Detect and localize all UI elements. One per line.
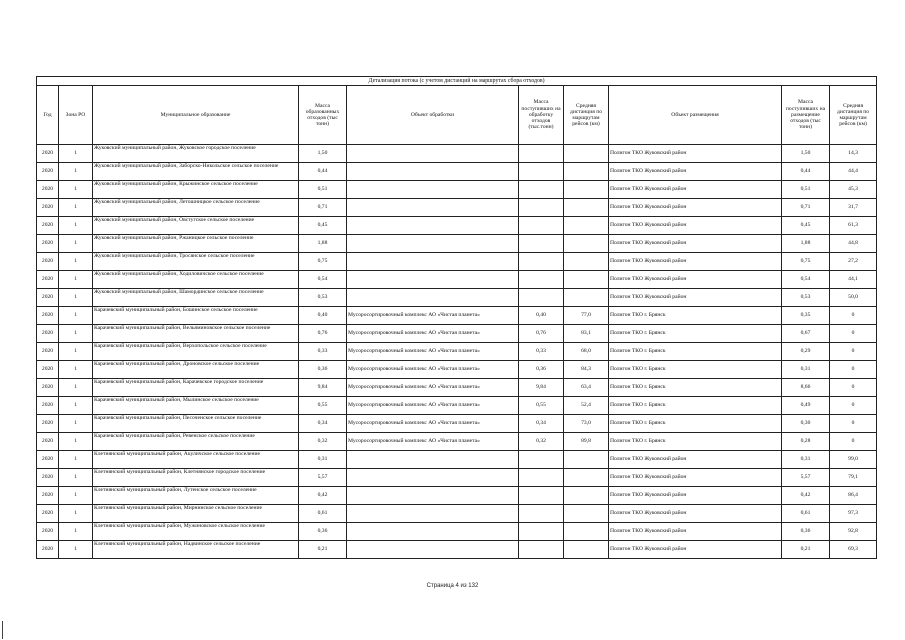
cell-year: 2020 [37, 289, 59, 307]
cell-municipality: Жуковский муниципальный район, Заборско-Никольское сельское поселение [93, 163, 299, 181]
cell-distance-processing: 68,0 [564, 343, 609, 361]
cell-distance-processing [564, 163, 609, 181]
cell-year: 2020 [37, 505, 59, 523]
cell-distance-processing [564, 145, 609, 163]
cell-mass-generated: 0,33 [299, 343, 347, 361]
cell-mass-processing: 0,40 [519, 307, 564, 325]
cell-municipality: Клетнянский муниципальный район, Акуличское сельское поселение [93, 451, 299, 469]
cell-distance-placement: 92,8 [830, 523, 877, 541]
cell-processing-object [347, 271, 519, 289]
cell-municipality: Жуковский муниципальный район, Тросянское сельское поселение [93, 253, 299, 271]
cell-placement-object: Полигон ТКО г. Брянск [609, 415, 782, 433]
cell-distance-placement: 97,3 [830, 505, 877, 523]
cell-municipality: Жуковский муниципальный район, Овстугское сельское поселение [93, 217, 299, 235]
cell-placement-object: Полигон ТКО Жуковский район [609, 253, 782, 271]
cell-placement-object: Полигон ТКО Жуковский район [609, 541, 782, 559]
cell-mass-processing [519, 181, 564, 199]
cell-distance-placement: 0 [830, 397, 877, 415]
cell-mass-placement: 0,71 [782, 199, 830, 217]
cell-zone: 1 [59, 343, 93, 361]
cell-year: 2020 [37, 433, 59, 451]
cell-municipality: Карачевский муниципальный район, Дроновское сельское поселение [93, 361, 299, 379]
cell-zone: 1 [59, 163, 93, 181]
cell-zone: 1 [59, 523, 93, 541]
cell-mass-generated: 0,54 [299, 271, 347, 289]
cell-mass-placement: 0,21 [782, 541, 830, 559]
cell-year: 2020 [37, 181, 59, 199]
header-municipality: Муниципальное образование [93, 86, 299, 145]
cell-year: 2020 [37, 541, 59, 559]
cell-mass-generated: 0,71 [299, 199, 347, 217]
cell-mass-placement: 0,31 [782, 451, 830, 469]
cell-mass-generated: 0,44 [299, 163, 347, 181]
cell-mass-generated: 1,88 [299, 235, 347, 253]
cell-zone: 1 [59, 451, 93, 469]
cell-mass-processing [519, 253, 564, 271]
table-row [37, 181, 877, 199]
cell-placement-object: Полигон ТКО г. Брянск [609, 343, 782, 361]
table-row [37, 379, 877, 397]
cell-placement-object: Полигон ТКО Жуковский район [609, 271, 782, 289]
cell-processing-object: Мусоросортировочный комплекс АО «Чистая планета» [347, 361, 519, 379]
cell-zone: 1 [59, 271, 93, 289]
header-avg-distance-processing: Средняя дистанция по маршрутам рейсов (км) [564, 86, 609, 145]
cell-processing-object: Мусоросортировочный комплекс АО «Чистая планета» [347, 415, 519, 433]
cell-municipality: Клетнянский муниципальный район, Мужиновское сельское поселение [93, 523, 299, 541]
cell-mass-generated: 0,21 [299, 541, 347, 559]
cell-distance-processing [564, 235, 609, 253]
cell-mass-generated: 0,51 [299, 181, 347, 199]
header-zone: Зона РО [59, 86, 93, 145]
cell-placement-object: Полигон ТКО г. Брянск [609, 433, 782, 451]
cell-processing-object [347, 163, 519, 181]
cell-year: 2020 [37, 415, 59, 433]
cell-distance-placement: 69,3 [830, 541, 877, 559]
cell-mass-generated: 9,84 [299, 379, 347, 397]
table-row [37, 523, 877, 541]
table-row [37, 541, 877, 559]
cell-processing-object [347, 253, 519, 271]
cell-mass-placement: 0,75 [782, 253, 830, 271]
cell-distance-placement: 86,4 [830, 487, 877, 505]
cell-mass-placement: 0,42 [782, 487, 830, 505]
cell-mass-processing [519, 199, 564, 217]
table-row [37, 361, 877, 379]
cell-distance-placement: 27,2 [830, 253, 877, 271]
cell-zone: 1 [59, 469, 93, 487]
flow-detail-table [36, 76, 877, 559]
cell-zone: 1 [59, 415, 93, 433]
cell-processing-object: Мусоросортировочный комплекс АО «Чистая планета» [347, 433, 519, 451]
cell-mass-placement: 0,30 [782, 415, 830, 433]
cell-mass-processing [519, 451, 564, 469]
cell-distance-processing [564, 199, 609, 217]
cell-processing-object [347, 451, 519, 469]
cell-year: 2020 [37, 325, 59, 343]
table-row [37, 397, 877, 415]
cell-distance-placement: 61,3 [830, 217, 877, 235]
cell-processing-object: Мусоросортировочный комплекс АО «Чистая планета» [347, 397, 519, 415]
cell-municipality: Жуковский муниципальный район, Крыжинское сельское поселение [93, 181, 299, 199]
table-row [37, 145, 877, 163]
cell-processing-object: Мусоросортировочный комплекс АО «Чистая планета» [347, 343, 519, 361]
table-row [37, 199, 877, 217]
cell-year: 2020 [37, 523, 59, 541]
cell-zone: 1 [59, 433, 93, 451]
cell-year: 2020 [37, 253, 59, 271]
cell-mass-placement: 1,88 [782, 235, 830, 253]
cell-placement-object: Полигон ТКО г. Брянск [609, 325, 782, 343]
cell-distance-processing: 89,8 [564, 433, 609, 451]
header-processing-object: Объект обработки [347, 86, 519, 145]
cell-distance-processing: 84,3 [564, 361, 609, 379]
cell-mass-placement: 0,51 [782, 181, 830, 199]
cell-processing-object [347, 523, 519, 541]
table-row [37, 253, 877, 271]
cell-zone: 1 [59, 199, 93, 217]
cell-zone: 1 [59, 397, 93, 415]
cell-municipality: Карачевский муниципальный район, Мылинское сельское поселение [93, 397, 299, 415]
cell-mass-generated: 0,34 [299, 415, 347, 433]
cell-placement-object: Полигон ТКО Жуковский район [609, 523, 782, 541]
table-title: Детализация потока (с учетом дистанций на маршрутах сбора отходов) [37, 77, 877, 86]
cell-placement-object: Полигон ТКО Жуковский район [609, 217, 782, 235]
cell-placement-object: Полигон ТКО г. Брянск [609, 307, 782, 325]
cell-distance-processing [564, 271, 609, 289]
cell-distance-processing: 73,0 [564, 415, 609, 433]
cell-placement-object: Полигон ТКО г. Брянск [609, 361, 782, 379]
table-row [37, 469, 877, 487]
cell-zone: 1 [59, 253, 93, 271]
cell-year: 2020 [37, 217, 59, 235]
cell-year: 2020 [37, 163, 59, 181]
cell-distance-placement: 44,4 [830, 163, 877, 181]
cell-mass-processing [519, 541, 564, 559]
cell-placement-object: Полигон ТКО г. Брянск [609, 379, 782, 397]
cell-distance-placement: 79,1 [830, 469, 877, 487]
table-row [37, 217, 877, 235]
cell-distance-processing [564, 523, 609, 541]
cell-zone: 1 [59, 361, 93, 379]
cell-mass-generated: 0,53 [299, 289, 347, 307]
cell-distance-placement: 0 [830, 361, 877, 379]
cell-mass-placement: 0,54 [782, 271, 830, 289]
cell-placement-object: Полигон ТКО Жуковский район [609, 181, 782, 199]
cell-processing-object: Мусоросортировочный комплекс АО «Чистая планета» [347, 325, 519, 343]
cell-municipality: Жуковский муниципальный район, Шамординское сельское поселение [93, 289, 299, 307]
cell-zone: 1 [59, 505, 93, 523]
cell-year: 2020 [37, 235, 59, 253]
cell-mass-processing [519, 289, 564, 307]
table-row [37, 325, 877, 343]
header-mass-placement: Масса поступивших на размещение отходов (тыс тонн) [782, 86, 830, 145]
cell-mass-placement: 0,35 [782, 307, 830, 325]
cell-mass-placement: 0,61 [782, 505, 830, 523]
cell-municipality: Клетнянский муниципальный район, Лутенское сельское поселение [93, 487, 299, 505]
cell-processing-object: Мусоросортировочный комплекс АО «Чистая планета» [347, 379, 519, 397]
cell-mass-placement: 0,28 [782, 433, 830, 451]
cell-zone: 1 [59, 307, 93, 325]
cell-mass-generated: 0,32 [299, 433, 347, 451]
cell-municipality: Клетнянский муниципальный район, Клетнянское городское поселение [93, 469, 299, 487]
cell-mass-processing [519, 271, 564, 289]
cell-mass-processing: 0,34 [519, 415, 564, 433]
table-row [37, 289, 877, 307]
cell-mass-placement: 0,29 [782, 343, 830, 361]
cell-zone: 1 [59, 379, 93, 397]
cell-mass-processing [519, 217, 564, 235]
cell-distance-placement: 0 [830, 415, 877, 433]
cell-placement-object: Полигон ТКО Жуковский район [609, 487, 782, 505]
cell-zone: 1 [59, 217, 93, 235]
table-row [37, 433, 877, 451]
cell-processing-object [347, 145, 519, 163]
cell-mass-processing: 0,36 [519, 361, 564, 379]
cell-municipality: Карачевский муниципальный район, Песоченское сельское поселение [93, 415, 299, 433]
cell-placement-object: Полигон ТКО Жуковский район [609, 199, 782, 217]
cell-year: 2020 [37, 343, 59, 361]
cell-zone: 1 [59, 289, 93, 307]
cell-year: 2020 [37, 487, 59, 505]
cell-mass-placement: 8,66 [782, 379, 830, 397]
cell-municipality: Жуковский муниципальный район, Ржаницкое сельское поселение [93, 235, 299, 253]
cell-mass-generated: 0,36 [299, 361, 347, 379]
cell-distance-processing [564, 541, 609, 559]
cell-placement-object: Полигон ТКО Жуковский район [609, 451, 782, 469]
header-mass-generated: Масса образованных отходов (тыс тонн) [299, 86, 347, 145]
cell-distance-placement: 44,1 [830, 271, 877, 289]
cell-mass-generated: 0,55 [299, 397, 347, 415]
cell-mass-placement: 0,49 [782, 397, 830, 415]
cell-distance-processing [564, 181, 609, 199]
cell-year: 2020 [37, 379, 59, 397]
cell-distance-placement: 0 [830, 379, 877, 397]
cell-year: 2020 [37, 469, 59, 487]
cell-distance-placement: 0 [830, 307, 877, 325]
cell-mass-generated: 5,57 [299, 469, 347, 487]
header-avg-distance-placement: Средняя дистанция по маршрутам рейсов (км) [830, 86, 877, 145]
cell-mass-placement: 0,44 [782, 163, 830, 181]
cell-zone: 1 [59, 487, 93, 505]
cell-distance-processing [564, 289, 609, 307]
cell-mass-processing [519, 505, 564, 523]
page-number: Страница 4 из 132 [426, 583, 479, 589]
cell-mass-processing: 9,84 [519, 379, 564, 397]
cell-distance-placement: 31,7 [830, 199, 877, 217]
cell-distance-processing: 77,0 [564, 307, 609, 325]
cell-mass-generated: 0,40 [299, 307, 347, 325]
cell-mass-processing [519, 487, 564, 505]
cell-placement-object: Полигон ТКО Жуковский район [609, 289, 782, 307]
cell-processing-object: Мусоросортировочный комплекс АО «Чистая планета» [347, 307, 519, 325]
cell-processing-object [347, 217, 519, 235]
cell-distance-processing [564, 451, 609, 469]
cell-year: 2020 [37, 199, 59, 217]
cell-mass-generated: 0,76 [299, 325, 347, 343]
cell-municipality: Жуковский муниципальный район, Жуковское городское поселение [93, 145, 299, 163]
cell-mass-placement: 0,36 [782, 523, 830, 541]
cell-distance-processing [564, 487, 609, 505]
cell-distance-processing: 63,4 [564, 379, 609, 397]
table-row [37, 307, 877, 325]
header-mass-processing: Масса поступивших на обработку отходов (тыс.тонн) [519, 86, 564, 145]
cell-distance-placement: 0 [830, 343, 877, 361]
cell-zone: 1 [59, 325, 93, 343]
cell-mass-placement: 0,31 [782, 361, 830, 379]
cell-placement-object: Полигон ТКО Жуковский район [609, 163, 782, 181]
table-row [37, 235, 877, 253]
cell-mass-placement: 0,53 [782, 289, 830, 307]
cell-distance-placement: 0 [830, 433, 877, 451]
cell-distance-placement: 44,8 [830, 235, 877, 253]
header-year: Год [37, 86, 59, 145]
cell-year: 2020 [37, 361, 59, 379]
cell-mass-processing: 0,76 [519, 325, 564, 343]
cell-distance-placement: 45,3 [830, 181, 877, 199]
cell-mass-generated: 0,61 [299, 505, 347, 523]
cell-municipality: Жуковский муниципальный район, Ходиловичское сельское поселение [93, 271, 299, 289]
cell-distance-processing [564, 253, 609, 271]
cell-mass-placement: 0,45 [782, 217, 830, 235]
cell-mass-generated: 0,31 [299, 451, 347, 469]
cell-processing-object [347, 199, 519, 217]
cell-mass-placement: 1,50 [782, 145, 830, 163]
cell-processing-object [347, 541, 519, 559]
cell-distance-placement: 14,3 [830, 145, 877, 163]
cell-municipality: Карачевский муниципальный район, Карачевское городское поселение [93, 379, 299, 397]
cell-processing-object [347, 289, 519, 307]
cell-processing-object [347, 469, 519, 487]
table-row [37, 271, 877, 289]
cell-mass-generated: 0,75 [299, 253, 347, 271]
cell-processing-object [347, 235, 519, 253]
table-row [37, 415, 877, 433]
cell-distance-processing [564, 469, 609, 487]
cell-mass-processing: 0,32 [519, 433, 564, 451]
cell-municipality: Карачевский муниципальный район, Вельяминовское сельское поселение [93, 325, 299, 343]
cell-placement-object: Полигон ТКО Жуковский район [609, 469, 782, 487]
cell-municipality: Клетнянский муниципальный район, Надвинское сельское поселение [93, 541, 299, 559]
cell-placement-object: Полигон ТКО Жуковский район [609, 145, 782, 163]
cell-processing-object [347, 505, 519, 523]
table-row [37, 487, 877, 505]
cell-year: 2020 [37, 397, 59, 415]
cell-municipality: Жуковский муниципальный район, Летошницкое сельское поселение [93, 199, 299, 217]
cell-mass-processing [519, 145, 564, 163]
cell-placement-object: Полигон ТКО Жуковский район [609, 235, 782, 253]
cell-placement-object: Полигон ТКО Жуковский район [609, 505, 782, 523]
cell-zone: 1 [59, 235, 93, 253]
cell-year: 2020 [37, 145, 59, 163]
table-row [37, 505, 877, 523]
cell-processing-object [347, 181, 519, 199]
cell-mass-placement: 0,67 [782, 325, 830, 343]
cell-distance-placement: 99,0 [830, 451, 877, 469]
cell-mass-processing [519, 235, 564, 253]
cell-year: 2020 [37, 307, 59, 325]
cell-mass-processing: 0,55 [519, 397, 564, 415]
cell-mass-placement: 5,57 [782, 469, 830, 487]
cell-mass-generated: 0,42 [299, 487, 347, 505]
cell-zone: 1 [59, 145, 93, 163]
cell-mass-processing [519, 523, 564, 541]
cell-placement-object: Полигон ТКО г. Брянск [609, 397, 782, 415]
cell-distance-placement: 50,0 [830, 289, 877, 307]
cell-year: 2020 [37, 451, 59, 469]
table-row [37, 343, 877, 361]
cell-mass-processing [519, 469, 564, 487]
cell-distance-processing [564, 217, 609, 235]
cell-distance-processing [564, 505, 609, 523]
cell-mass-processing: 0,33 [519, 343, 564, 361]
cell-distance-processing: 52,4 [564, 397, 609, 415]
page-edge-mark [2, 621, 3, 639]
cell-distance-processing: 83,1 [564, 325, 609, 343]
cell-distance-placement: 0 [830, 325, 877, 343]
cell-mass-generated: 1,50 [299, 145, 347, 163]
cell-municipality: Клетнянский муниципальный район, Мирнинское сельское поселение [93, 505, 299, 523]
cell-municipality: Карачевский муниципальный район, Ревенское сельское поселение [93, 433, 299, 451]
cell-year: 2020 [37, 271, 59, 289]
cell-mass-processing [519, 163, 564, 181]
cell-mass-generated: 0,45 [299, 217, 347, 235]
table-row [37, 451, 877, 469]
cell-zone: 1 [59, 541, 93, 559]
table-row [37, 163, 877, 181]
cell-municipality: Карачевский муниципальный район, Бошинское сельское поселение [93, 307, 299, 325]
cell-mass-generated: 0,36 [299, 523, 347, 541]
cell-zone: 1 [59, 181, 93, 199]
cell-municipality: Карачевский муниципальный район, Верхопольское сельское поселение [93, 343, 299, 361]
cell-processing-object [347, 487, 519, 505]
header-placement-object: Объект размещения [609, 86, 782, 145]
